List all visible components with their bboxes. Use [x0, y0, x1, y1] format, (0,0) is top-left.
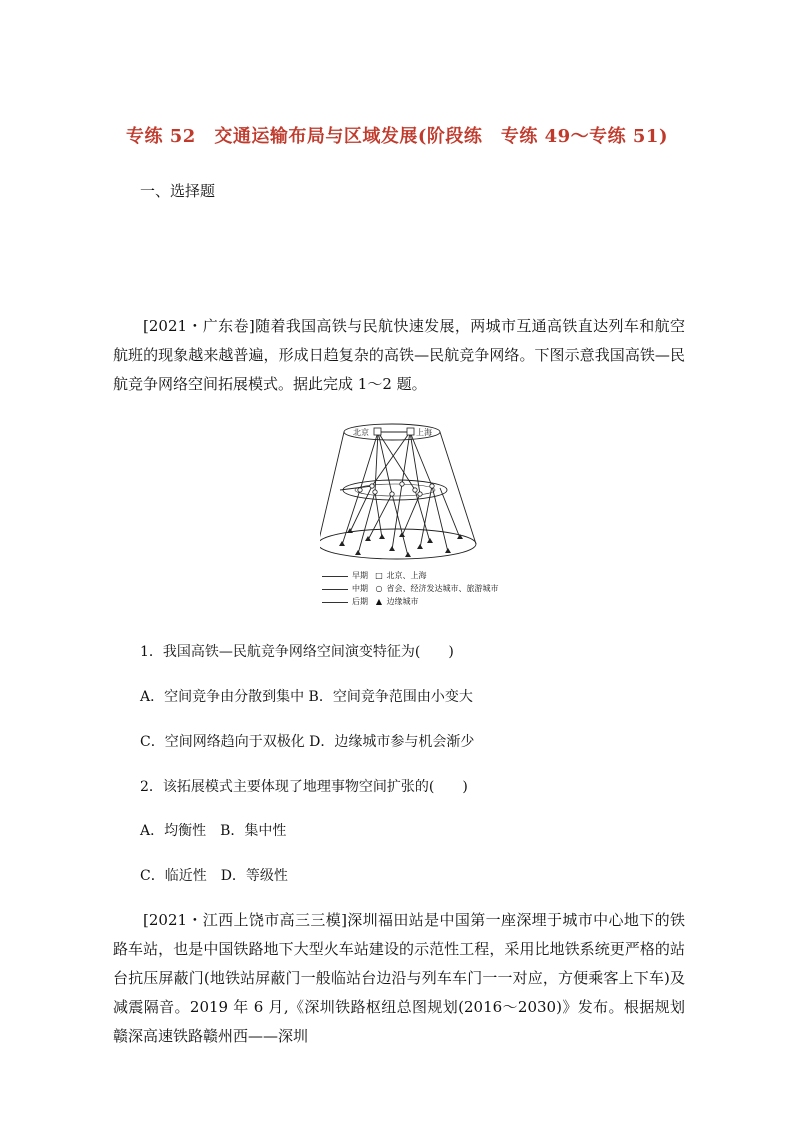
legend-symbol: □: [375, 571, 383, 580]
legend-period: 后期: [352, 597, 368, 606]
legend-middle: [322, 583, 499, 595]
question-1-stem: 1．我国高铁—民航竞争网络空间演变特征为( ): [140, 644, 454, 660]
legend-late: [322, 596, 419, 608]
question-2-options-cd: C．临近性 D．等级性: [140, 868, 288, 884]
legend-period: 中期: [352, 584, 368, 593]
legend-period: 早期: [352, 571, 368, 580]
legend-desc: 省会、经济发达城市、旅游城市: [386, 584, 499, 593]
question-1-options-cd: C．空间网络趋向于双极化 D．边缘城市参与机会渐少: [140, 734, 475, 750]
page-title: 专练 52 交通运输布局与区域发展(阶段练 专练 49～专练 51): [126, 126, 668, 147]
question-2-options-ab: A．均衡性 B．集中性: [140, 823, 287, 839]
shanghai-node: [407, 428, 414, 435]
beijing-label: 北京: [353, 428, 369, 437]
legend-symbol: ▲: [375, 597, 383, 606]
legend-desc: 北京、上海: [386, 571, 427, 580]
passage-1: [2021・广东卷]随着我国高铁与民航快速发展，两城市互通高铁直达列车和航空航班的现象越来越普遍，形成日趋复杂的高铁—民航竞争网络。下图示意我国高铁—民航竞争网络空间拓展模式。据此完成 1～2 题。: [113, 317, 685, 393]
beijing-node: [374, 428, 381, 435]
legend-desc: 边缘城市: [386, 597, 419, 606]
shanghai-label: 上海: [416, 428, 432, 437]
question-2-stem: 2．该拓展模式主要体现了地理事物空间扩张的( ): [140, 779, 468, 795]
passage-2: [2021・江西上饶市高三三模]深圳福田站是中国第一座深埋于城市中心地下的铁路车站，也是中国铁路地下大型火车站建设的示范性工程，采用比地铁系统更严格的站台抗压屏蔽门(地铁站屏蔽门一般临站台边沿与列车车门一一对应，方便乘客上下车)及减震隔音。2019 年 6 月,《深圳铁路枢纽总图规划(2016～2030)》发布。根据规划赣深高速铁路赣州西——深圳: [113, 911, 685, 1045]
legend-early: [322, 570, 427, 582]
legend-symbol: ○: [375, 584, 383, 593]
question-1-options-ab: A．空间竞争由分散到集中 B．空间竞争范围由小变大: [140, 689, 473, 705]
section-heading: 一、选择题: [140, 182, 216, 200]
